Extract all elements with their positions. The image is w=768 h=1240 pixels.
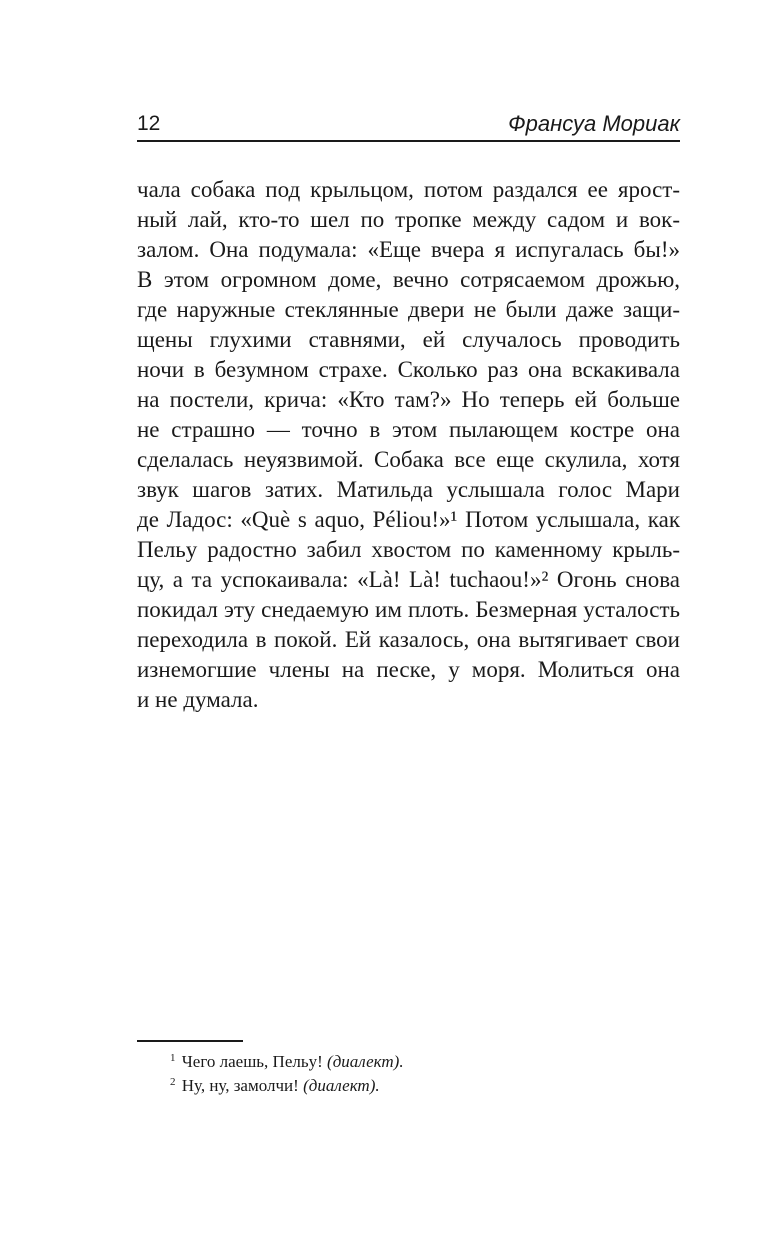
footnote (170, 1074, 680, 1098)
text-line: покидал эту снедаемую им плоть. Безмерная усталость (137, 597, 680, 622)
text-line: где наружные стеклянные двери не были даже защи- (137, 297, 680, 322)
footnote-marker: 2 (170, 1076, 176, 1088)
footnote (170, 1050, 680, 1074)
text-line: переходила в покой. Ей казалось, она вытягивает свои (137, 627, 680, 652)
text-line: ный лай, кто-то шел по тропке между садом и вок- (137, 207, 680, 232)
text-line: чала собака под крыльцом, потом раздался ее ярост- (137, 177, 680, 202)
footnote-note: (диалект). (327, 1052, 404, 1071)
footnote-text: Чего лаешь, Пельу! (181, 1052, 323, 1071)
text-line: и не думала. (137, 687, 259, 712)
text-line: не страшно — точно в этом пылающем костре она (137, 417, 680, 442)
text-line: на постели, крича: «Кто там?» Но теперь ей больше (137, 387, 680, 412)
footnote-note: (диалект). (303, 1076, 380, 1095)
footnote-marker: 1 (170, 1052, 176, 1064)
running-title: Франсуа Мориак (508, 111, 680, 136)
text-line: щены глухими ставнями, ей случалось проводить (137, 327, 680, 352)
text-line: цу, а та успокаивала: «Là! Là! tuchaou!»² Огонь снова (137, 567, 680, 592)
footnote-text: Ну, ну, замолчи! (181, 1076, 299, 1095)
footnotes (170, 1050, 680, 1098)
text-line: де Ладос: «Què s aquo, Péliou!»¹ Потом услышала, как (137, 507, 680, 532)
page-header (137, 108, 680, 142)
text-line: изнемогшие члены на песке, у моря. Молиться она (137, 657, 680, 682)
text-line: сделалась неуязвимой. Собака все еще скулила, хотя (137, 447, 680, 472)
text-line: Пельу радостно забил хвостом по каменному крыль- (137, 537, 680, 562)
text-line: залом. Она подумала: «Еще вчера я испугалась бы!» (137, 237, 680, 262)
text-line: звук шагов затих. Матильда услышала голос Мари (137, 477, 680, 502)
body-text (137, 175, 680, 715)
text-line: В этом огромном доме, вечно сотрясаемом дрожью, (137, 267, 680, 292)
footnote-rule (137, 1040, 243, 1042)
page-number: 12 (137, 112, 161, 135)
text-line: ночи в безумном страхе. Сколько раз она вскакивала (137, 357, 680, 382)
